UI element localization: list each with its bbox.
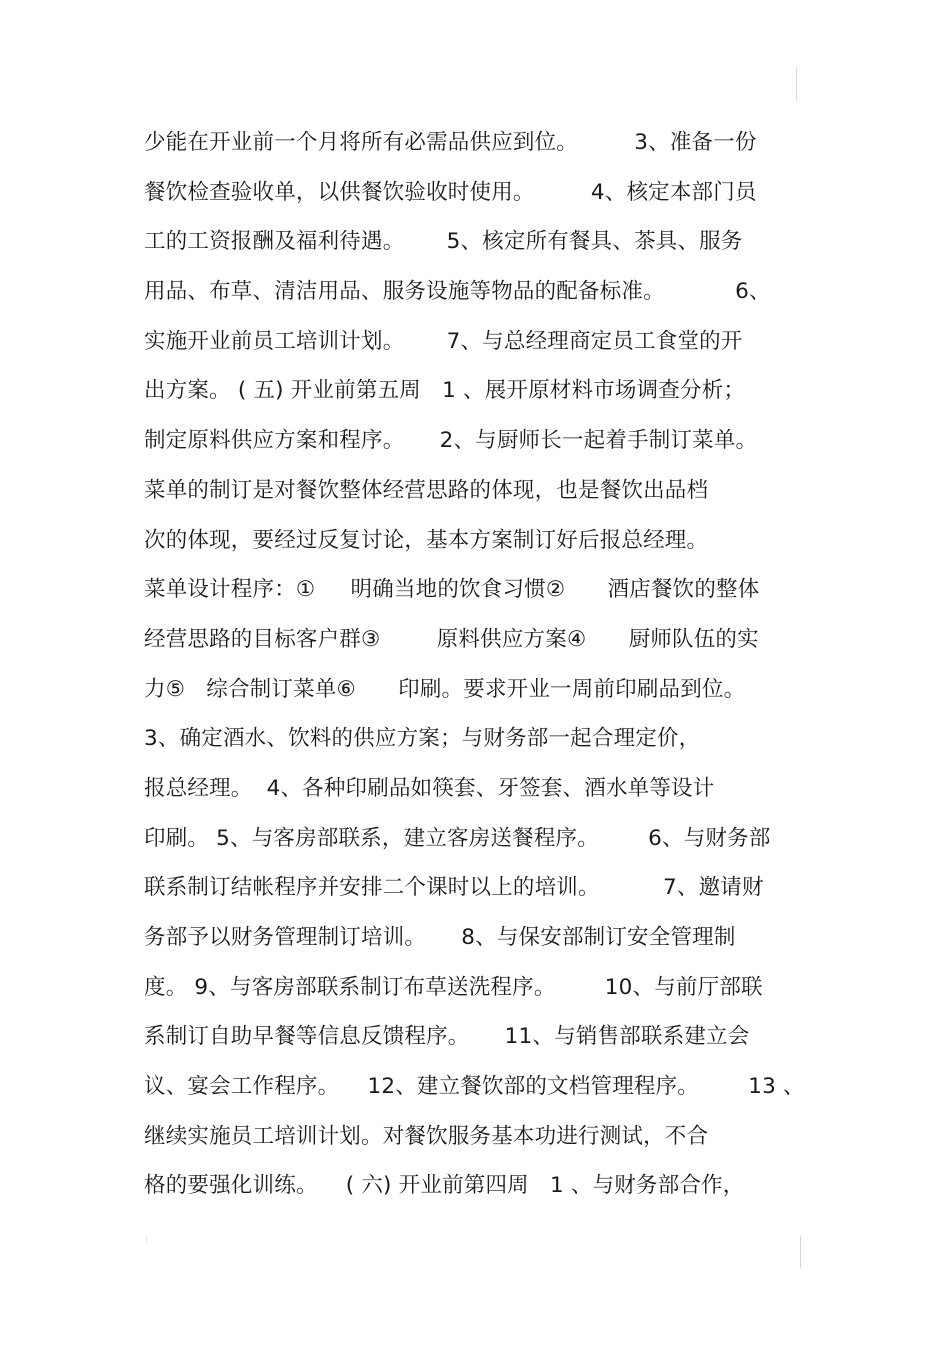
text-line: 制定原料供应方案和程序。 2、与厨师长一起着手制订菜单。	[144, 428, 758, 454]
text-line: 出方案。 ( 五) 开业前第五周 1 、展开原材料市场调查分析；	[144, 378, 746, 404]
text-line: 议、宴会工作程序。 12、建立餐饮部的文档管理程序。 13 、	[144, 1074, 805, 1100]
text-line: 系制订自助早餐等信息反馈程序。 11、与销售部联系建立会	[144, 1024, 750, 1050]
text-line: 少能在开业前一个月将所有必需品供应到位。 3、准备一份	[144, 130, 757, 155]
page-edge-mark	[800, 1236, 801, 1268]
text-line: 餐饮检查验收单，以供餐饮验收时使用。 4、核定本部门员	[144, 179, 757, 205]
text-line: 实施开业前员工培训计划。 7、与总经理商定员工食堂的开	[144, 328, 743, 354]
page-edge-mark	[796, 68, 797, 100]
text-line: 格的要强化训练。 ( 六) 开业前第四周 1 、与财务部合作，	[144, 1173, 745, 1199]
text-line: 次的体现，要经过反复讨论，基本方案制订好后报总经理。	[144, 527, 709, 553]
text-line: 联系制订结帐程序并安排二个课时以上的培训。 7、邀请财	[144, 875, 764, 901]
page-edge-mark	[146, 1236, 147, 1242]
text-line: 力⑤ 综合制订菜单⑥ 印刷。要求开业一周前印刷品到位。	[144, 676, 746, 702]
text-line: 3、确定酒水、饮料的供应方案；与财务部一起合理定价，	[144, 726, 701, 752]
text-line: 用品、布草、清洁用品、服务设施等物品的配备标准。 6、	[144, 279, 771, 305]
text-line: 菜单的制订是对餐饮整体经营思路的体现，也是餐饮出品档	[144, 477, 709, 503]
text-line: 度。 9、与客房部联系制订布草送洗程序。 10、与前厅部联	[144, 974, 763, 1000]
text-line: 务部予以财务管理制订培训。 8、与保安部制订安全管理制	[144, 925, 736, 950]
text-line: 经营思路的目标客户群③ 原料供应方案④ 厨师队伍的实	[144, 626, 759, 652]
text-line: 工的工资报酬及福利待遇。 5、核定所有餐具、茶具、服务	[144, 229, 743, 255]
text-line: 继续实施员工培训计划。对餐饮服务基本功进行测试，不合	[144, 1123, 709, 1149]
text-line: 印刷。 5、与客房部联系，建立客房送餐程序。 6、与财务部	[144, 825, 771, 851]
document-body	[144, 118, 824, 1211]
text-line: 菜单设计程序：① 明确当地的饮食习惯② 酒店餐饮的整体	[144, 577, 760, 603]
text-line: 报总经理。 4、各种印刷品如筷套、牙签套、酒水单等设计	[144, 775, 715, 801]
